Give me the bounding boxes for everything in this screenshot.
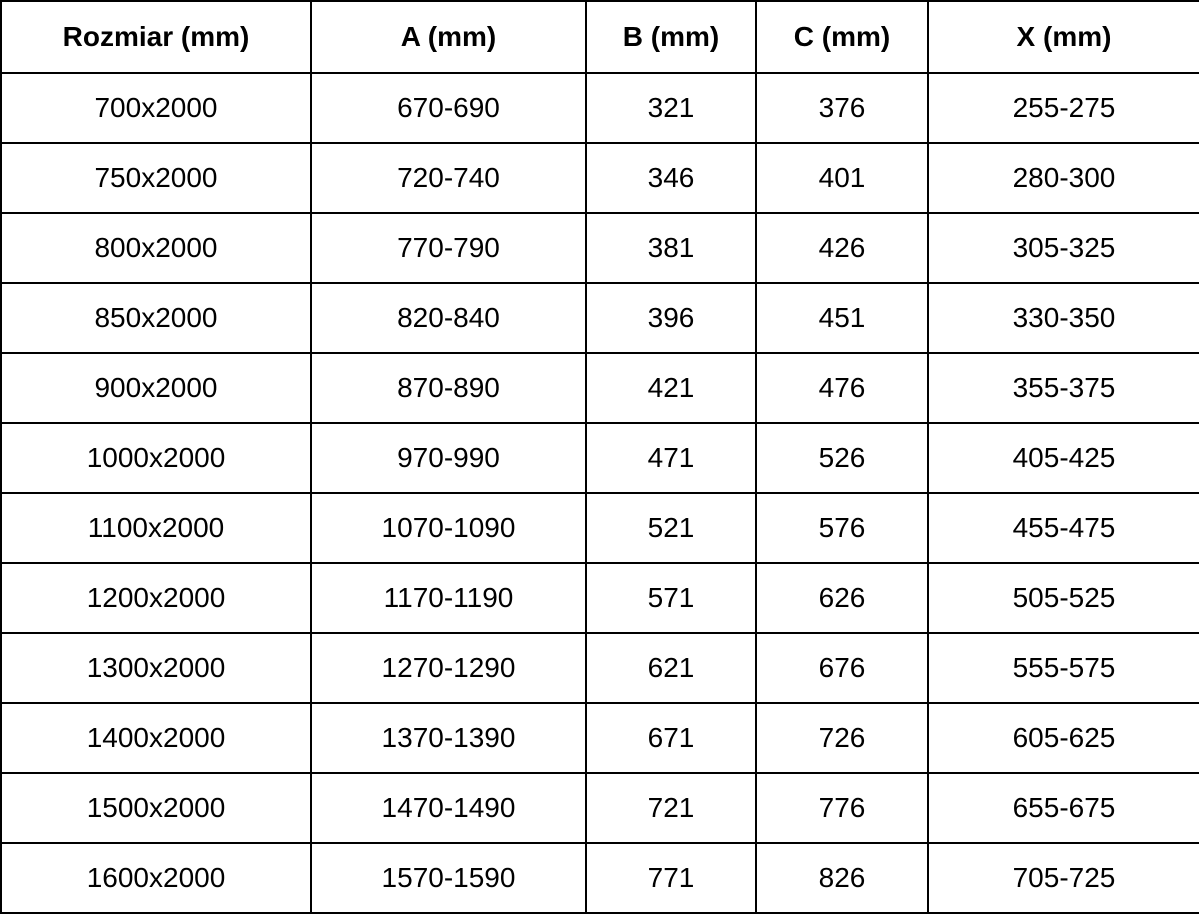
table-cell: 826 xyxy=(756,843,928,913)
table-cell: 476 xyxy=(756,353,928,423)
table-row xyxy=(1,213,1199,283)
table-cell: 381 xyxy=(586,213,756,283)
table-cell: 1170-1190 xyxy=(311,563,586,633)
table-cell: 770-790 xyxy=(311,213,586,283)
table-cell: 1070-1090 xyxy=(311,493,586,563)
table-cell: 670-690 xyxy=(311,73,586,143)
table-cell: 605-625 xyxy=(928,703,1199,773)
table-cell: 521 xyxy=(586,493,756,563)
table-row xyxy=(1,493,1199,563)
table-cell: 576 xyxy=(756,493,928,563)
table-cell: 1100x2000 xyxy=(1,493,311,563)
table-cell: 451 xyxy=(756,283,928,353)
table-row xyxy=(1,353,1199,423)
table-cell: 700x2000 xyxy=(1,73,311,143)
table-row xyxy=(1,143,1199,213)
table-cell: 1200x2000 xyxy=(1,563,311,633)
table-cell: 705-725 xyxy=(928,843,1199,913)
table-cell: 1570-1590 xyxy=(311,843,586,913)
table-cell: 655-675 xyxy=(928,773,1199,843)
table-row xyxy=(1,283,1199,353)
column-header: A (mm) xyxy=(311,1,586,73)
table-cell: 676 xyxy=(756,633,928,703)
table-row xyxy=(1,73,1199,143)
table-cell: 471 xyxy=(586,423,756,493)
table-cell: 626 xyxy=(756,563,928,633)
table-cell: 305-325 xyxy=(928,213,1199,283)
table-cell: 850x2000 xyxy=(1,283,311,353)
table-cell: 1300x2000 xyxy=(1,633,311,703)
table-cell: 776 xyxy=(756,773,928,843)
table-cell: 771 xyxy=(586,843,756,913)
table-cell: 401 xyxy=(756,143,928,213)
table-row xyxy=(1,423,1199,493)
column-header: X (mm) xyxy=(928,1,1199,73)
table-cell: 376 xyxy=(756,73,928,143)
table-cell: 726 xyxy=(756,703,928,773)
table-row xyxy=(1,563,1199,633)
table-cell: 621 xyxy=(586,633,756,703)
table-cell: 900x2000 xyxy=(1,353,311,423)
table-cell: 571 xyxy=(586,563,756,633)
table-cell: 1400x2000 xyxy=(1,703,311,773)
table-cell: 330-350 xyxy=(928,283,1199,353)
table-cell: 555-575 xyxy=(928,633,1199,703)
column-header: C (mm) xyxy=(756,1,928,73)
table-header xyxy=(1,1,1199,73)
table-cell: 870-890 xyxy=(311,353,586,423)
table-row xyxy=(1,843,1199,913)
table-cell: 720-740 xyxy=(311,143,586,213)
table-cell: 800x2000 xyxy=(1,213,311,283)
table-cell: 820-840 xyxy=(311,283,586,353)
table-cell: 455-475 xyxy=(928,493,1199,563)
table-cell: 280-300 xyxy=(928,143,1199,213)
table-cell: 1470-1490 xyxy=(311,773,586,843)
table-cell: 970-990 xyxy=(311,423,586,493)
table-cell: 321 xyxy=(586,73,756,143)
table-cell: 405-425 xyxy=(928,423,1199,493)
table-row xyxy=(1,773,1199,843)
table-cell: 421 xyxy=(586,353,756,423)
table-cell: 1370-1390 xyxy=(311,703,586,773)
table-cell: 671 xyxy=(586,703,756,773)
table-cell: 1500x2000 xyxy=(1,773,311,843)
table-cell: 1270-1290 xyxy=(311,633,586,703)
table-row xyxy=(1,703,1199,773)
table-cell: 526 xyxy=(756,423,928,493)
table-cell: 750x2000 xyxy=(1,143,311,213)
table-cell: 505-525 xyxy=(928,563,1199,633)
column-header: Rozmiar (mm) xyxy=(1,1,311,73)
table-row xyxy=(1,633,1199,703)
table-cell: 1600x2000 xyxy=(1,843,311,913)
table-cell: 721 xyxy=(586,773,756,843)
column-header: B (mm) xyxy=(586,1,756,73)
table-cell: 426 xyxy=(756,213,928,283)
table-body xyxy=(1,73,1199,913)
table-cell: 255-275 xyxy=(928,73,1199,143)
table-cell: 1000x2000 xyxy=(1,423,311,493)
table-cell: 396 xyxy=(586,283,756,353)
table-cell: 346 xyxy=(586,143,756,213)
table-header-row xyxy=(1,1,1199,73)
table-cell: 355-375 xyxy=(928,353,1199,423)
